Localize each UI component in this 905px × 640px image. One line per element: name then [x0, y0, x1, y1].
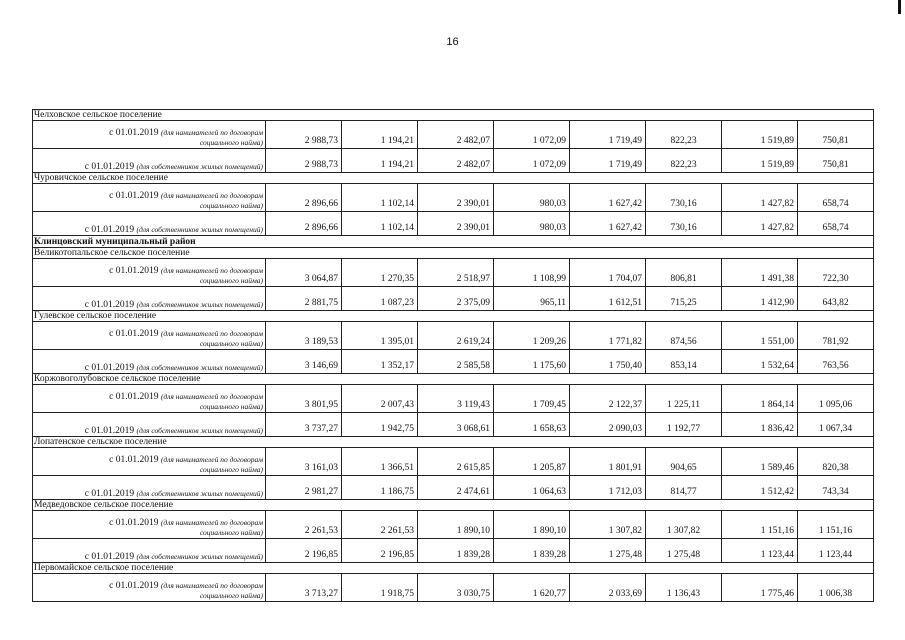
effective-date: с 01.01.2019 — [109, 581, 159, 591]
settlement-header-row — [33, 173, 874, 184]
tenant-tariff-row — [33, 259, 874, 287]
row-note-cont: социального найма) — [199, 276, 263, 285]
tariff-value: 1 175,60 — [494, 350, 570, 374]
tariff-value: 874,56 — [646, 322, 722, 350]
tariff-value: 1 307,82 — [570, 511, 646, 539]
district-header-row — [33, 236, 874, 248]
row-label — [33, 574, 266, 602]
tariff-value: 1 427,82 — [722, 184, 798, 212]
tariff-value: 2 474,61 — [418, 476, 494, 500]
tariff-value: 1 395,01 — [342, 322, 418, 350]
effective-date: с 01.01.2019 — [109, 191, 159, 201]
row-label — [33, 121, 266, 149]
tariff-value: 715,25 — [646, 287, 722, 311]
settlement-header-row — [33, 500, 874, 511]
tariff-value: 2 881,75 — [266, 287, 342, 311]
tenant-tariff-row — [33, 448, 874, 476]
effective-date: с 01.01.2019 — [84, 489, 135, 499]
tariff-value: 1 719,49 — [570, 121, 646, 149]
scan-edge-mark — [898, 0, 901, 14]
tariff-value: 1 102,14 — [342, 212, 418, 236]
effective-date: с 01.01.2019 — [109, 455, 159, 465]
tariff-value: 1 275,48 — [646, 539, 722, 563]
tariff-table-container — [32, 109, 873, 602]
settlement-header-row — [33, 374, 874, 385]
effective-date: с 01.01.2019 — [84, 426, 135, 436]
row-label — [33, 539, 266, 563]
tariff-value: 1 087,23 — [342, 287, 418, 311]
row-note: (для нанимателей по договорам — [160, 128, 263, 137]
tariff-value: 1 658,63 — [494, 413, 570, 437]
tariff-value: 730,16 — [646, 184, 722, 212]
owner-tariff-row — [33, 287, 874, 311]
tariff-value: 750,81 — [798, 121, 874, 149]
tariff-value: 1 890,10 — [494, 511, 570, 539]
tariff-value: 743,34 — [798, 476, 874, 500]
tariff-value: 2 261,53 — [342, 511, 418, 539]
tariff-value: 853,14 — [646, 350, 722, 374]
tariff-value: 1 209,26 — [494, 322, 570, 350]
tariff-value: 2 896,66 — [266, 212, 342, 236]
tariff-value: 1 719,49 — [570, 149, 646, 173]
row-note: (для собственников жилых помещений) — [136, 300, 263, 309]
tariff-value: 3 068,61 — [418, 413, 494, 437]
owner-tariff-row — [33, 413, 874, 437]
row-note-cont: социального найма) — [199, 402, 263, 411]
tariff-value: 1 123,44 — [798, 539, 874, 563]
effective-date: с 01.01.2019 — [109, 266, 159, 276]
tenant-tariff-row — [33, 184, 874, 212]
tariff-value: 814,77 — [646, 476, 722, 500]
row-label-line1 — [36, 329, 263, 339]
row-label — [33, 350, 266, 374]
settlement-header-row — [33, 563, 874, 574]
settlement-name: Челховское сельское поселение — [33, 110, 874, 121]
row-label-line1 — [36, 455, 263, 465]
tariff-value: 3 189,53 — [266, 322, 342, 350]
tariff-value: 904,65 — [646, 448, 722, 476]
tariff-value: 1 102,14 — [342, 184, 418, 212]
row-label — [33, 476, 266, 500]
row-label-line1 — [36, 392, 263, 402]
tariff-value: 2 261,53 — [266, 511, 342, 539]
tariff-value: 1 491,38 — [722, 259, 798, 287]
tariff-value: 1 186,75 — [342, 476, 418, 500]
row-note: (для нанимателей по договорам — [160, 518, 263, 527]
tariff-value: 3 146,69 — [266, 350, 342, 374]
tariff-value: 2 007,43 — [342, 385, 418, 413]
tariff-value: 1 067,34 — [798, 413, 874, 437]
tariff-value: 1 307,82 — [646, 511, 722, 539]
tariff-value: 822,23 — [646, 149, 722, 173]
tariff-value: 1 918,75 — [342, 574, 418, 602]
tenant-tariff-row — [33, 385, 874, 413]
tariff-value: 965,11 — [494, 287, 570, 311]
tariff-value: 1 612,51 — [570, 287, 646, 311]
row-label — [33, 212, 266, 236]
tariff-value: 2 981,27 — [266, 476, 342, 500]
tariff-value: 763,56 — [798, 350, 874, 374]
tariff-value: 1 750,40 — [570, 350, 646, 374]
settlement-name: Медведовское сельское поселение — [33, 500, 874, 511]
tariff-value: 1 771,82 — [570, 322, 646, 350]
row-note: (для нанимателей по договорам — [160, 455, 263, 464]
row-label — [33, 448, 266, 476]
tariff-value: 3 119,43 — [418, 385, 494, 413]
effective-date: с 01.01.2019 — [84, 225, 135, 235]
row-note-cont: социального найма) — [199, 138, 263, 147]
tariff-value: 1 064,63 — [494, 476, 570, 500]
settlement-name: Гулевское сельское поселение — [33, 311, 874, 322]
tariff-value: 1 864,14 — [722, 385, 798, 413]
tariff-value: 3 713,27 — [266, 574, 342, 602]
tariff-value: 1 095,06 — [798, 385, 874, 413]
tariff-value: 643,82 — [798, 287, 874, 311]
tenant-tariff-row — [33, 511, 874, 539]
tariff-value: 1 551,00 — [722, 322, 798, 350]
tariff-value: 2 988,73 — [266, 121, 342, 149]
effective-date: с 01.01.2019 — [109, 128, 159, 138]
effective-date: с 01.01.2019 — [84, 552, 135, 562]
tariff-value: 2 482,07 — [418, 121, 494, 149]
tariff-value: 2 619,24 — [418, 322, 494, 350]
tariff-value: 1 151,16 — [798, 511, 874, 539]
tariff-value: 1 151,16 — [722, 511, 798, 539]
row-note: (для собственников жилых помещений) — [136, 489, 263, 498]
settlement-header-row — [33, 110, 874, 121]
settlement-header-row — [33, 248, 874, 259]
tariff-value: 2 390,01 — [418, 184, 494, 212]
tariff-value: 1 942,75 — [342, 413, 418, 437]
row-label-line1 — [36, 191, 263, 201]
tariff-value: 1 205,87 — [494, 448, 570, 476]
tariff-value: 750,81 — [798, 149, 874, 173]
owner-tariff-row — [33, 149, 874, 173]
row-note: (для нанимателей по договорам — [160, 329, 263, 338]
tariff-value: 1 836,42 — [722, 413, 798, 437]
row-note: (для собственников жилых помещений) — [136, 162, 263, 171]
tariff-value: 1 006,38 — [798, 574, 874, 602]
tariff-value: 1 512,42 — [722, 476, 798, 500]
row-note-cont: социального найма) — [199, 528, 263, 537]
row-label — [33, 413, 266, 437]
row-label — [33, 149, 266, 173]
owner-tariff-row — [33, 476, 874, 500]
tariff-value: 2 585,58 — [418, 350, 494, 374]
row-label-line1 — [36, 266, 263, 276]
tariff-value: 1 704,07 — [570, 259, 646, 287]
row-label-line1 — [36, 581, 263, 591]
settlement-name: Великотопальское сельское поселение — [33, 248, 874, 259]
tenant-tariff-row — [33, 322, 874, 350]
tariff-value: 2 518,97 — [418, 259, 494, 287]
settlement-header-row — [33, 311, 874, 322]
tariff-value: 1 627,42 — [570, 212, 646, 236]
tariff-value: 1 275,48 — [570, 539, 646, 563]
row-label — [33, 385, 266, 413]
tariff-value: 1 194,21 — [342, 121, 418, 149]
tariff-value: 2 390,01 — [418, 212, 494, 236]
row-note: (для нанимателей по договорам — [160, 191, 263, 200]
tariff-value: 722,30 — [798, 259, 874, 287]
tariff-value: 2 196,85 — [266, 539, 342, 563]
tenant-tariff-row — [33, 574, 874, 602]
tariff-value: 806,81 — [646, 259, 722, 287]
tariff-value: 1 620,77 — [494, 574, 570, 602]
tariff-value: 1 709,45 — [494, 385, 570, 413]
effective-date: с 01.01.2019 — [109, 329, 159, 339]
owner-tariff-row — [33, 539, 874, 563]
owner-tariff-row — [33, 212, 874, 236]
tariff-value: 2 090,03 — [570, 413, 646, 437]
tariff-value: 1 366,51 — [342, 448, 418, 476]
effective-date: с 01.01.2019 — [109, 392, 159, 402]
tariff-value: 1 136,43 — [646, 574, 722, 602]
tariff-value: 1 123,44 — [722, 539, 798, 563]
tariff-value: 2 482,07 — [418, 149, 494, 173]
tariff-value: 1 775,46 — [722, 574, 798, 602]
tariff-value: 658,74 — [798, 184, 874, 212]
tariff-value: 2 122,37 — [570, 385, 646, 413]
row-note: (для нанимателей по договорам — [160, 266, 263, 275]
row-label-line1 — [36, 518, 263, 528]
tariff-value: 1 801,91 — [570, 448, 646, 476]
row-label — [33, 184, 266, 212]
settlement-name: Чуровичское сельское поселение — [33, 173, 874, 184]
tariff-value: 1 194,21 — [342, 149, 418, 173]
tariff-value: 1 712,03 — [570, 476, 646, 500]
tariff-value: 2 033,69 — [570, 574, 646, 602]
row-note: (для собственников жилых помещений) — [136, 426, 263, 435]
row-note: (для собственников жилых помещений) — [136, 363, 263, 372]
page-number: 16 — [446, 36, 459, 48]
row-label — [33, 259, 266, 287]
tariff-value: 3 030,75 — [418, 574, 494, 602]
tariff-value: 1 108,99 — [494, 259, 570, 287]
tariff-value: 1 627,42 — [570, 184, 646, 212]
tariff-value: 980,03 — [494, 212, 570, 236]
row-note-cont: социального найма) — [199, 339, 263, 348]
row-label — [33, 322, 266, 350]
row-label — [33, 511, 266, 539]
tariff-value: 3 161,03 — [266, 448, 342, 476]
tariff-value: 1 519,89 — [722, 121, 798, 149]
effective-date: с 01.01.2019 — [109, 518, 159, 528]
tariff-value: 1 589,46 — [722, 448, 798, 476]
row-note: (для собственников жилых помещений) — [136, 225, 263, 234]
tariff-value: 1 352,17 — [342, 350, 418, 374]
tariff-value: 2 375,09 — [418, 287, 494, 311]
tariff-value: 1 890,10 — [418, 511, 494, 539]
effective-date: с 01.01.2019 — [84, 363, 135, 373]
settlement-name: Лопатенское сельское поселение — [33, 437, 874, 448]
tariff-value: 3 064,87 — [266, 259, 342, 287]
tariff-value: 2 196,85 — [342, 539, 418, 563]
tariff-value: 781,92 — [798, 322, 874, 350]
tariff-value: 2 896,66 — [266, 184, 342, 212]
tariff-value: 3 801,95 — [266, 385, 342, 413]
settlement-header-row — [33, 437, 874, 448]
tariff-value: 2 615,85 — [418, 448, 494, 476]
row-note: (для собственников жилых помещений) — [136, 552, 263, 561]
row-note: (для нанимателей по договорам — [160, 392, 263, 401]
tariff-value: 1 839,28 — [418, 539, 494, 563]
row-label-line1 — [36, 128, 263, 138]
row-label — [33, 287, 266, 311]
tariff-value: 1 532,64 — [722, 350, 798, 374]
tariff-value: 980,03 — [494, 184, 570, 212]
tariff-value: 1 427,82 — [722, 212, 798, 236]
effective-date: с 01.01.2019 — [84, 162, 135, 172]
tariff-table-body — [33, 110, 874, 602]
settlement-name: Коржовоголубовское сельское поселение — [33, 374, 874, 385]
tariff-value: 1 519,89 — [722, 149, 798, 173]
row-note-cont: социального найма) — [199, 591, 263, 600]
tariff-table — [32, 109, 874, 602]
tariff-value: 1 225,11 — [646, 385, 722, 413]
tariff-value: 658,74 — [798, 212, 874, 236]
owner-tariff-row — [33, 350, 874, 374]
tenant-tariff-row — [33, 121, 874, 149]
tariff-value: 1 072,09 — [494, 149, 570, 173]
tariff-value: 2 988,73 — [266, 149, 342, 173]
tariff-value: 3 737,27 — [266, 413, 342, 437]
tariff-value: 1 270,35 — [342, 259, 418, 287]
tariff-value: 730,16 — [646, 212, 722, 236]
row-note: (для нанимателей по договорам — [160, 581, 263, 590]
row-note-cont: социального найма) — [199, 201, 263, 210]
tariff-value: 822,23 — [646, 121, 722, 149]
settlement-name: Первомайское сельское поселение — [33, 563, 874, 574]
effective-date: с 01.01.2019 — [84, 300, 135, 310]
district-name: Клинцовский муниципальный район — [33, 236, 874, 248]
tariff-value: 1 192,77 — [646, 413, 722, 437]
tariff-value: 820,38 — [798, 448, 874, 476]
tariff-value: 1 412,90 — [722, 287, 798, 311]
tariff-value: 1 072,09 — [494, 121, 570, 149]
row-note-cont: социального найма) — [199, 465, 263, 474]
tariff-value: 1 839,28 — [494, 539, 570, 563]
